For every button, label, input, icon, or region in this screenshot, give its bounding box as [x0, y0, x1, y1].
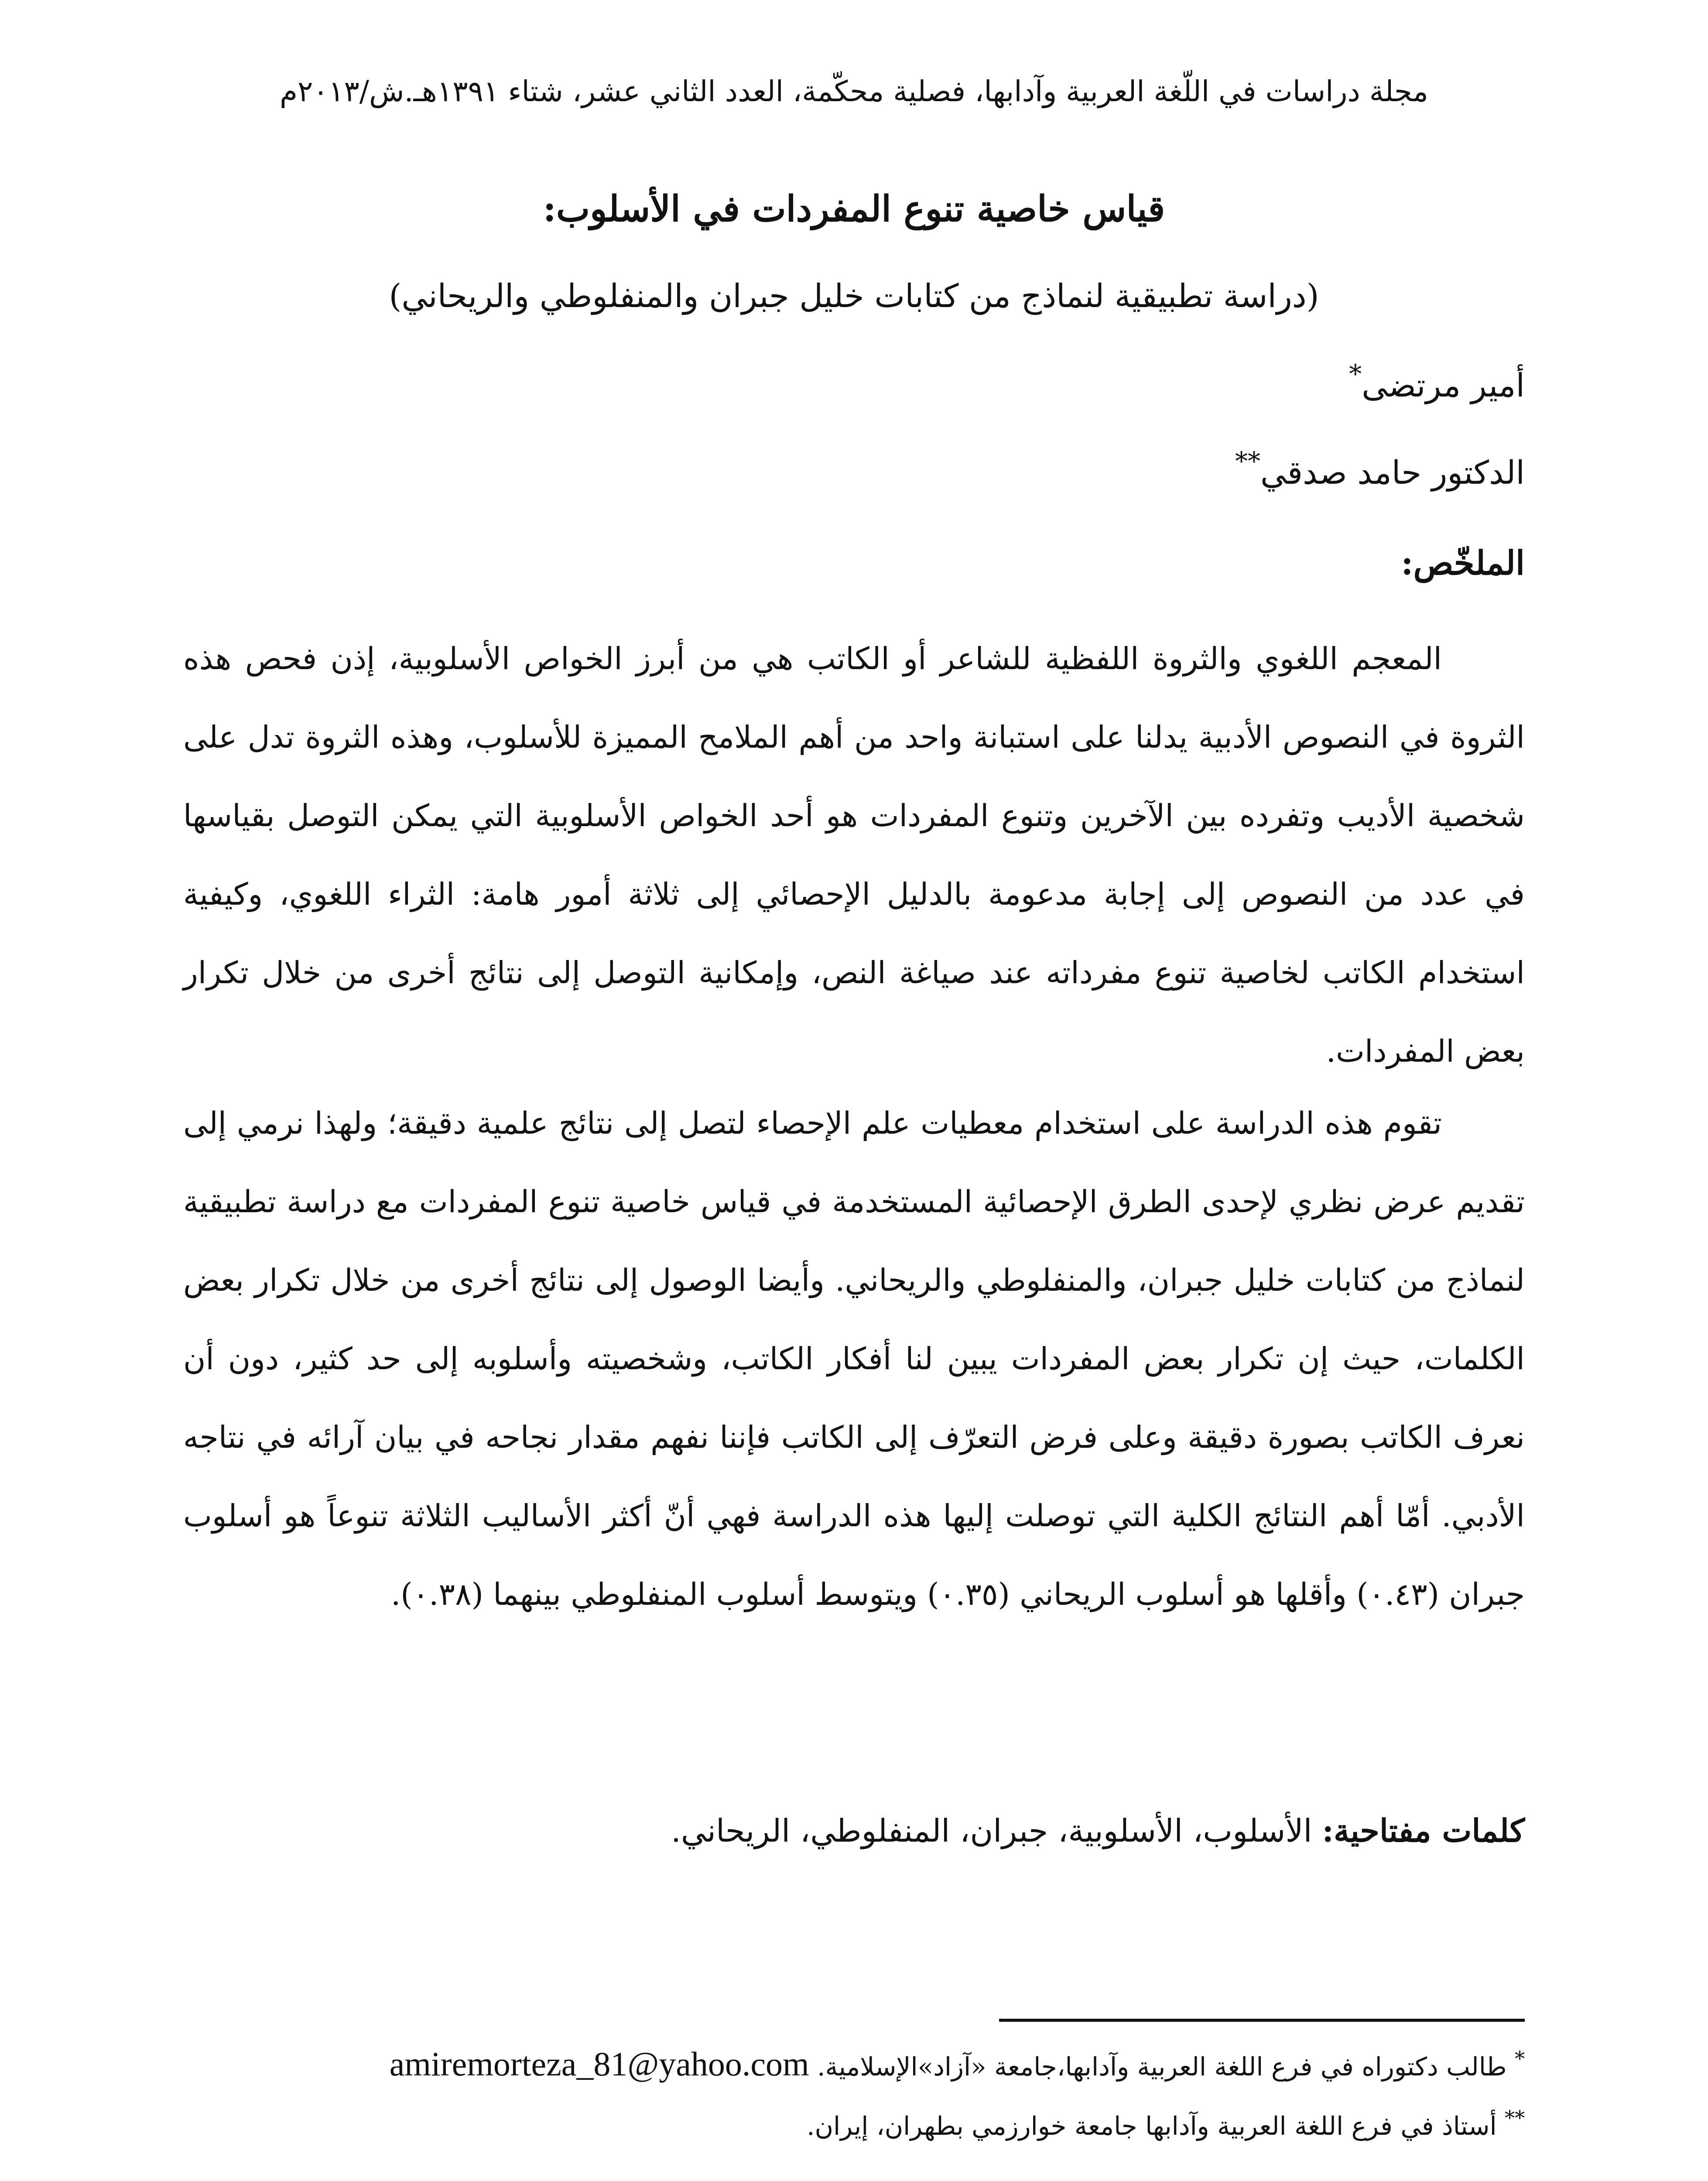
footnote-text: أستاذ في فرع اللغة العربية وآدابها جامعة خوارزمي بطهران، إيران. [807, 2111, 1505, 2141]
author-marker: ** [1235, 446, 1260, 476]
author-marker: * [1349, 359, 1362, 389]
footnote-text: طالب دكتوراه في فرع اللغة العربية وآدابها،جامعة «آزاد»الإسلامية. [809, 2052, 1515, 2082]
author-email: amiremorteza_81@yahoo.com [389, 2045, 809, 2083]
author-name: الدكتور حامد صدقي [1260, 454, 1525, 492]
author-name: أمير مرتضى [1362, 367, 1525, 404]
article-title: قياس خاصية تنوع المفردات في الأسلوب: [543, 188, 1165, 230]
journal-header: مجلة دراسات في اللّغة العربية وآدابها، فصلية محكّمة، العدد الثاني عشر، شتاء ١٣٩١هـ.ش/٢٠١٣م [280, 75, 1428, 108]
footnote-2 [183, 2106, 1525, 2142]
keywords-text: الأسلوب، الأسلوبية، جبران، المنفلوطي، الريحاني. [671, 1812, 1322, 1849]
keywords-label: كلمات مفتاحية: [1322, 1812, 1525, 1849]
footnote-1 [183, 2044, 1525, 2085]
footnote-marker: ** [1505, 2106, 1525, 2130]
article-subtitle: (دراسة تطبيقية لنماذج من كتابات خليل جبران والمنفلوطي والريحاني) [389, 277, 1319, 315]
author-2 [1235, 446, 1525, 492]
author-1 [1349, 359, 1525, 405]
footnote-divider [999, 2019, 1525, 2022]
keywords-line [183, 1810, 1525, 1852]
abstract-paragraph-2: تقوم هذه الدراسة على استخدام معطيات علم الإحصاء لتصل إلى نتائج علمية دقيقة؛ ولهذا نرمي إلى تقديم عرض نظري لإحدى الطرق الإحصائية المستخدمة في قياس خاصية تنوع المفردات مع دراسة تطبيقية لنماذج من كتابات خليل جبران، والمنفلوطي والريحاني. وأيضا الوصول إلى نتائج أخرى من خلال تكرار بعض الكلمات، حيث إن تكرار بعض المفردات يبين لنا أفكار الكاتب، وشخصيته وأسلوبه إلى حد كثير، دون أن نعرف الكاتب بصورة دقيقة وعلى فرض التعرّف إلى الكاتب فإننا نفهم مقدار نجاحه في بيان آرائه في نتاجه الأدبي. أمّا أهم النتائج الكلية التي توصلت إليها هذه الدراسة فهي أنّ أكثر الأساليب الثلاثة تنوعاً هو أسلوب جبران (٠.٤٣) وأقلها هو أسلوب الريحاني (٠.٣٥) ويتوسط أسلوب المنفلوطي بينهما (٠.٣٨). [183, 1105, 1525, 1612]
abstract-heading: الملخّص: [1401, 544, 1525, 582]
footnote-marker: * [1515, 2047, 1525, 2070]
abstract-paragraph-1: المعجم اللغوي والثروة اللفظية للشاعر أو الكاتب هي من أبرز الخواص الأسلوبية، إذن فحص هذه الثروة في النصوص الأدبية يدلنا على استبانة واحد من أهم الملامح المميزة للأسلوب، وهذه الثروة تدل على شخصية الأديب وتفرده بين الآخرين وتنوع المفردات هو أحد الخواص الأسلوبية التي يمكن التوصل بقياسها في عدد من النصوص إلى إجابة مدعومة بالدليل الإحصائي إلى ثلاثة أمور هامة: الثراء اللغوي، وكيفية استخدام الكاتب لخاصية تنوع مفرداته عند صياغة النص، وإمكانية التوصل إلى نتائج أخرى من خلال تكرار بعض المفردات. [183, 641, 1525, 1069]
